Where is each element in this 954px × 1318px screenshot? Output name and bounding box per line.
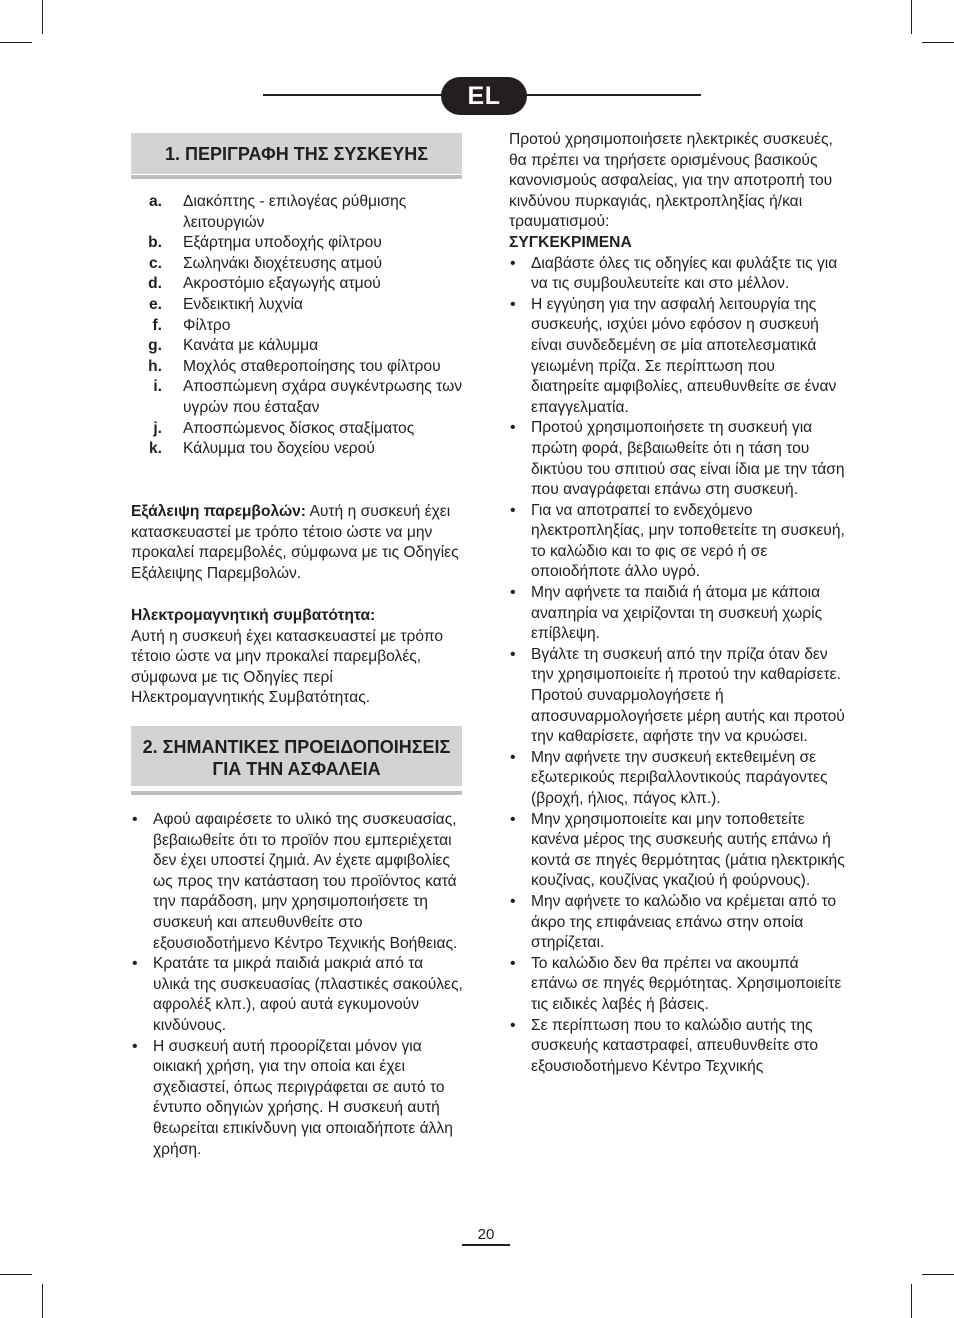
emc-text: Αυτή η συσκευή έχει κατασκευαστεί με τρόπο τέτοιο ώστε να μην προκαλεί παρεμβολές, σύμφωνα με τις Οδηγίες περί Ηλεκτρομαγνητικής Συμβατότητας.: [131, 627, 444, 707]
emc-paragraph: [131, 606, 463, 709]
list-item: e. Ενδεικτική λυχνία: [148, 295, 303, 313]
section-2-rule: [131, 791, 462, 795]
list-item: • Μην αφήνετε το καλώδιο να κρέμεται από το άκρο της επιφάνειας επάνω στην οποία στηρίζεται.: [509, 892, 845, 954]
crop-mark: [42, 0, 43, 34]
list-item: • Προτού χρησιμοποιήσετε τη συσκευή για πρώτη φορά, βεβαιωθείτε ότι η τάση του δικτύου του σπιτιού σας είναι ίδια με την τάση που αναγράφεται επάνω στη συσκευή.: [509, 418, 845, 500]
list-item: • Σε περίπτωση που το καλώδιο αυτής της συσκευής καταστραφεί, απευθυνθείτε στο εξουσιοδοτήμενο Κέντρο Τεχνικής: [509, 1016, 845, 1078]
crop-mark: [0, 1274, 32, 1275]
intro-paragraph: Προτού χρησιμοποιήσετε ηλεκτρικές συσκευές, θα πρέπει να τηρήσετε ορισμένους βασικούς κανονισμούς ασφαλείας, για την αποτροπή του κινδύνου πυρκαγιάς, ηλεκτροπληξίας ή/και τραυματισμού:: [509, 131, 833, 231]
list-item: • Η συσκευή αυτή προορίζεται μόνον για οικιακή χρήση, για την οποία και έχει σχεδιαστεί, όπως περιγράφεται σε αυτό το έντυπο οδηγιών χρήσης. Η συσκευή αυτή θεωρείται επικίνδυνη για οποιαδήποτε άλλη χρήση.: [131, 1037, 463, 1161]
section-2-heading: [131, 726, 462, 786]
crop-mark: [42, 1284, 43, 1318]
list-item: h. Μοχλός σταθεροποίησης του φίλτρου: [148, 357, 441, 375]
list-item: • Αφού αφαιρέσετε το υλικό της συσκευασίας, βεβαιωθείτε ότι το προϊόν που εμπεριέχεται δεν έχει υποστεί ζημιά. Αν έχετε αμφιβολίες ως προς την κατάσταση του προϊόντος κατά την παράδοση, μην χρησιμοποιήσετε τη συσκευή και απευθυνθείτε στο εξουσιοδοτήμενο Κέντρο Τεχνικής Βοήθειας.: [131, 810, 463, 954]
list-item: f. Φίλτρο: [152, 316, 231, 334]
interference-paragraph: [131, 502, 463, 584]
section-1-rule: [131, 175, 462, 179]
list-item: • Βγάλτε τη συσκευή από την πρίζα όταν δεν την χρησιμοποιείτε ή προτού την καθαρίσετε. Προτού συναρμολογήσετε ή αποσυναρμολογήσετε μέρη αυτής και προτού την καθαρίσετε, αφήστε την να κρυώσει.: [509, 645, 845, 748]
list-item: d. Ακροστόμιο εξαγωγής ατμού: [148, 275, 381, 293]
list-item: • Διαβάστε όλες τις οδηγίες και φυλάξτε τις για να τις συμβουλευτείτε και στο μέλλον.: [509, 254, 845, 295]
crop-mark: [911, 0, 912, 34]
section-1-heading: [131, 133, 462, 174]
parts-list: [131, 192, 463, 460]
list-item: • Κρατάτε τα μικρά παιδιά μακριά από τα υλικά της συσκευασίας (πλαστικές σακούλες, αφρολέξ κλπ.), αφού αυτά εγκυμονούν κινδύνους.: [131, 954, 463, 1036]
crop-mark: [922, 42, 954, 43]
list-item: • Μην αφήνετε τα παιδιά ή άτομα με κάποια αναπηρία να χειρίζονται τη συσκευή χωρίς επίβλεψη.: [509, 583, 845, 645]
crop-mark: [911, 1284, 912, 1318]
interference-label: Εξάλειψη παρεμβολών:: [131, 503, 306, 520]
emc-label: Ηλεκτρομαγνητική συμβατότητα:: [131, 607, 376, 624]
interference-text: Αυτή η συσκευή έχει κατασκευαστεί με τρόπο τέτοιο ώστε να μην προκαλεί παρεμβολές, σύμφωνα με τις Οδηγίες Εξάλειψης Παρεμβολών.: [131, 503, 459, 582]
list-item: j. Αποσπώμενος δίσκος σταξίματος: [153, 419, 415, 437]
list-item: • Μην χρησιμοποιείτε και μην τοποθετείτε κανένα μέρος της συσκευής αυτής επάνω ή κοντά σε πηγές θερμότητας (μάτια ηλεκτρικής κουζίνας, κουζίνας γκαζιού ή φούρνους).: [509, 810, 845, 892]
list-item: c. Σωληνάκι διοχέτευσης ατμού: [148, 254, 383, 272]
list-item: i. Αποσπώμενη σχάρα συγκέντρωσης των υγρών που έσταξαν: [153, 378, 463, 416]
list-item: k. Κάλυμμα του δοχείου νερού: [148, 440, 375, 458]
section-2-heading-line2: ΓΙΑ ΤΗΝ ΑΣΦΑΛΕΙΑ: [212, 759, 381, 779]
right-column: [509, 130, 845, 1077]
list-item: a. Διακόπτης - επιλογέας ρύθμισης λειτουργιών: [148, 193, 407, 231]
language-badge: EL: [441, 77, 527, 115]
list-item: • Μην αφήνετε την συσκευή εκτεθειμένη σε εξωτερικούς περιβαλλοντικούς παράγοντες (βροχή, ήλιος, πάγος κλπ.).: [509, 748, 845, 810]
section-2-heading-line1: 2. ΣΗΜΑΝΤΙΚΕΣ ΠΡΟΕΙΔΟΠΟΙΗΣΕΙΣ: [142, 737, 451, 757]
list-item: b. Εξάρτημα υποδοχής φίλτρου: [148, 234, 382, 252]
safety-bullets-left: [131, 810, 463, 1160]
safety-bullets-right: [509, 254, 845, 1078]
list-item: g. Κανάτα με κάλυμμα: [148, 337, 319, 355]
list-item: • Για να αποτραπεί το ενδεχόμενο ηλεκτροπληξίας, μην τοποθετείτε τη συσκευή, το καλώδιο και το φις σε νερό ή σε οποιοδήποτε άλλο υγρό.: [509, 501, 845, 583]
crop-mark: [0, 42, 32, 43]
list-item: • Η εγγύηση για την ασφαλή λειτουργία της συσκευής, ισχύει μόνο εφόσον η συσκευή είναι συνδεδεμένη σε μία αποτελεσματικά γειωμένη πρίζα. Σε περίπτωση που διατηρείτε αμφιβολίες, απευθυνθείτε σε έναν επαγγελματία.: [509, 295, 845, 419]
page-number: 20: [462, 1226, 510, 1246]
crop-mark: [922, 1274, 954, 1275]
section-1-heading-text: 1. ΠΕΡΙΓΡΑΦΗ ΤΗΣ ΣΥΣΚΕΥΗΣ: [164, 144, 429, 164]
list-item: • Το καλώδιο δεν θα πρέπει να ακουμπά επάνω σε πηγές θερμότητας. Χρησιμοποιείτε τις ειδικές λαβές ή βάσεις.: [509, 954, 845, 1016]
subheading: ΣΥΓΚΕΚΡΙΜΕΝΑ: [509, 233, 632, 251]
